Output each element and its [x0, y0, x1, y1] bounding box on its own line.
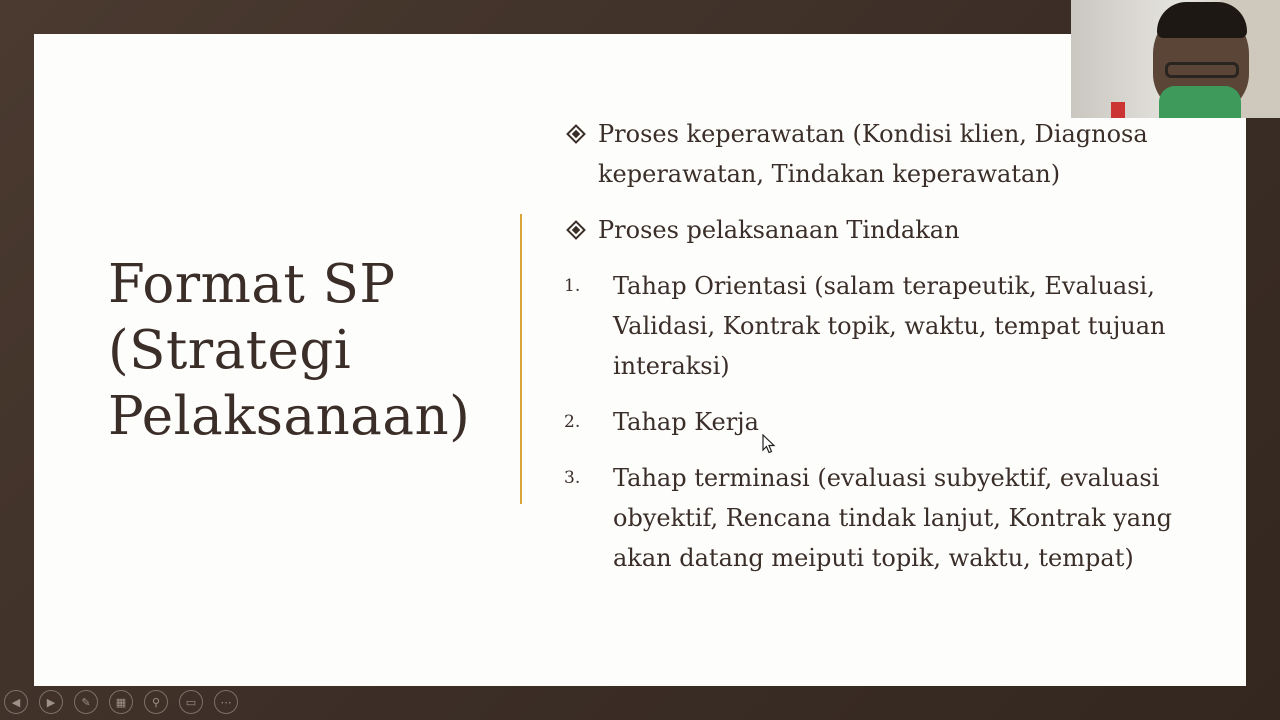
accent-divider [520, 214, 522, 504]
numbered-item [564, 402, 1204, 442]
numbered-item [564, 458, 1204, 578]
previous-slide-button[interactable]: ◀ [4, 690, 28, 714]
webcam-video-feed [1071, 0, 1280, 118]
title-line: Pelaksanaan) [108, 386, 471, 447]
more-options-button[interactable]: ⋯ [214, 690, 238, 714]
diamond-bullet-icon [566, 220, 586, 240]
pen-tool-button[interactable]: ✎ [74, 690, 98, 714]
title-line: Format SP [108, 254, 396, 315]
numbered-text: Tahap Kerja [613, 408, 759, 436]
item-number: 2. [564, 412, 581, 432]
see-all-slides-button[interactable]: ▦ [109, 690, 133, 714]
numbered-item [564, 266, 1204, 386]
bullet-text: Proses pelaksanaan Tindakan [598, 216, 960, 244]
slide-content [564, 114, 1204, 594]
numbered-text: Tahap terminasi (evaluasi subyektif, evaluasi obyektif, Rencana tindak lanjut, Kontrak yang akan datang meiputi topik, waktu, tempat) [613, 464, 1172, 572]
mouse-cursor-icon [762, 434, 776, 454]
title-line: (Strategi [108, 320, 352, 381]
numbered-text: Tahap Orientasi (salam terapeutik, Evaluasi, Validasi, Kontrak topik, waktu, tempat tujuan interaksi) [613, 272, 1166, 380]
item-number: 1. [564, 276, 581, 296]
slide-title [108, 252, 508, 450]
diamond-bullet-icon [566, 124, 586, 144]
bullet-item [564, 114, 1204, 194]
bullet-text: Proses keperawatan (Kondisi klien, Diagnosa keperawatan, Tindakan keperawatan) [598, 120, 1148, 188]
slide [34, 34, 1246, 686]
item-number: 3. [564, 468, 581, 488]
next-slide-button[interactable]: ▶ [39, 690, 63, 714]
subtitles-button[interactable]: ▭ [179, 690, 203, 714]
zoom-button[interactable]: ⚲ [144, 690, 168, 714]
bullet-item [564, 210, 1204, 250]
presenter-toolbar [4, 690, 238, 714]
